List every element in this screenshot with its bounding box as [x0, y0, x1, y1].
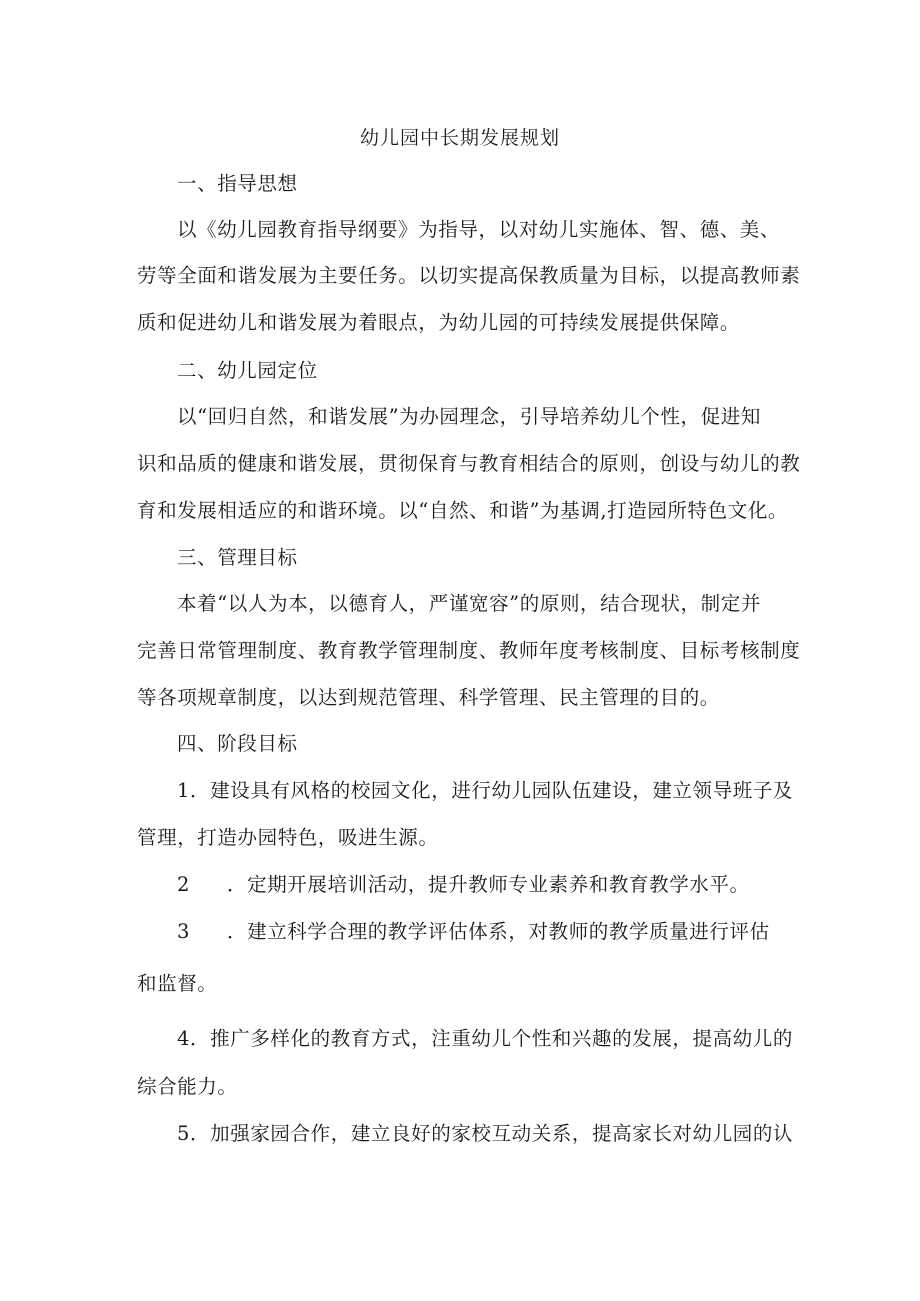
list-number: 2	[177, 873, 191, 896]
section-heading-1: 一、指导思想	[177, 172, 298, 195]
paragraph-line: 以《幼儿园教育指导纲要》为指导，以对幼儿实施体、智、德、美、	[177, 218, 781, 241]
paragraph-line: 以“回归自然，和谐发展”为办园理念，引导培养幼儿个性，促进知	[177, 405, 761, 428]
list-number: 4	[177, 1027, 191, 1050]
list-text: 建设具有风格的校园文化，进行幼儿园队伍建设，建立领导班子及	[210, 779, 794, 802]
paragraph-line: 等各项规章制度，以达到规范管理、科学管理、民主管理的目的。	[137, 686, 720, 709]
paragraph-line: 质和促进幼儿和谐发展为着眼点，为幼儿园的可持续发展提供保障。	[137, 311, 741, 334]
list-text: 推广多样化的教育方式，注重幼儿个性和兴趣的发展，提高幼儿的	[210, 1027, 794, 1050]
paragraph-line: 本着“以人为本，以德育人，严谨宽容”的原则，结合现状，制定并	[177, 592, 761, 615]
list-text: 加强家园合作，建立良好的家校互动关系，提高家长对幼儿园的认	[210, 1122, 794, 1145]
paragraph-line: 识和品质的健康和谐发展，贯彻保育与教育相结合的原则，创设与幼儿的教	[137, 452, 801, 475]
list-number: 1	[177, 779, 191, 802]
list-item-4	[177, 1025, 857, 1053]
section-heading-4: 四、阶段目标	[177, 732, 298, 755]
list-item-1	[177, 777, 857, 805]
list-separator: ．	[190, 1122, 211, 1145]
list-number: 3	[177, 920, 191, 943]
list-separator: ．	[190, 1027, 211, 1050]
list-item-continuation: 和监督。	[137, 972, 218, 995]
section-heading-3: 三、管理目标	[177, 546, 298, 569]
list-separator: ．	[227, 920, 248, 943]
list-text: 定期开展培训活动，提升教师专业素养和教育教学水平。	[247, 873, 750, 896]
paragraph-line: 完善日常管理制度、教育教学管理制度、教师年度考核制度、目标考核制度	[137, 639, 801, 662]
list-separator: ．	[227, 873, 248, 896]
paragraph-line: 劳等全面和谐发展为主要任务。以切实提高保教质量为目标，以提高教师素	[137, 264, 801, 287]
section-heading-2: 二、幼儿园定位	[177, 359, 318, 382]
list-item-continuation: 管理，打造办园特色，吸进生源。	[137, 826, 439, 849]
list-item-3	[177, 918, 857, 946]
list-number: 5	[177, 1122, 191, 1145]
paragraph-line: 育和发展相适应的和谐环境。以“自然、和谐”为基调,打造园所特色文化。	[137, 499, 789, 522]
list-separator: ．	[190, 779, 211, 802]
list-item-continuation: 综合能力。	[137, 1075, 238, 1098]
list-item-5	[177, 1120, 857, 1148]
document-title: 幼儿园中长期发展规划	[359, 127, 560, 149]
list-item-2	[177, 871, 857, 899]
list-text: 建立科学合理的教学评估体系，对教师的教学质量进行评估	[247, 920, 770, 943]
